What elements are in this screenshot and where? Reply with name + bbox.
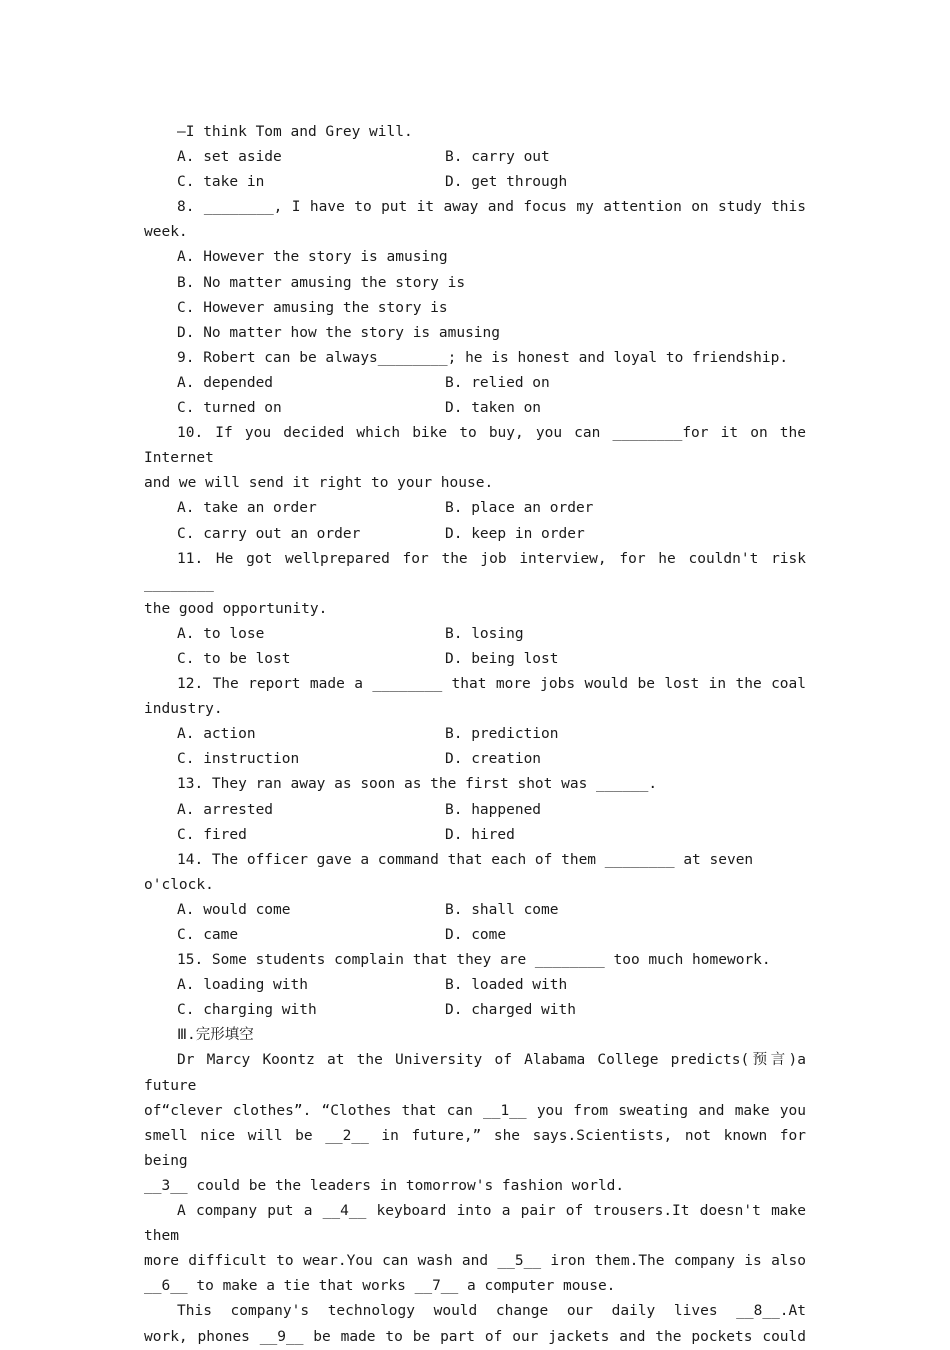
question-8: 8. ________, I have to put it away and focus my attention on study this [177,199,806,216]
option-d: D. keep in order [445,525,585,542]
option-b: B. place an order [445,500,594,517]
options-row [144,798,806,823]
option-d: D. come [445,927,507,943]
option-d: D. taken on [445,400,542,417]
options-row [144,973,806,998]
option-d: D. creation [445,751,542,768]
option-b: B. carry out [445,149,550,166]
options-row [144,170,806,195]
options-row [144,647,806,672]
passage-line: __6__ to make a tie that works __7__ a computer mouse. [144,1278,616,1295]
option-a: A. arrested [177,801,274,818]
option-b: B. loaded with [445,977,568,994]
options-row [144,722,806,747]
option-d: D. get through [445,174,568,191]
option-a: A. action [177,726,256,743]
option-a: A. take an order [177,500,317,517]
option-a: A. However the story is amusing [177,249,448,266]
option-d: D. being lost [445,650,559,667]
option-c: C. fired [177,826,247,843]
option-a: A. depended [177,374,274,391]
option-c: C. carry out an order [177,525,361,542]
question-11-cont: the good opportunity. [144,600,328,617]
options-row [144,747,806,772]
option-d: D. charged with [445,1002,576,1019]
passage-line: Dr Marcy Koontz at the University of Alabama College predicts(预言)a future [144,1052,815,1094]
options-row [144,998,806,1023]
question-10: 10. If you decided which bike to buy, you can ________for it on the Internet [144,425,815,467]
option-c: C. to be lost [177,650,291,667]
question-14: 14. The officer gave a command that each of them ________ at seven o'clock. [144,851,762,893]
options-row [144,923,806,948]
document-page [144,120,815,1350]
passage-line: more difficult to wear.You can wash and __5__ iron them.The company is also [144,1253,806,1270]
option-b: B. No matter amusing the story is [177,274,466,291]
question-12-cont: industry. [144,701,223,718]
section-title: Ⅲ.完形填空 [177,1027,254,1044]
option-a: A. loading with [177,977,308,994]
option-b: B. shall come [445,901,559,918]
question-9: 9. Robert can be always________; he is honest and loyal to friendship. [177,349,789,366]
passage-line: of“clever clothes”. “Clothes that can __1__ you from sweating and make you [144,1102,806,1119]
option-c: C. charging with [177,1002,317,1019]
options-row [144,396,806,421]
option-d: D. hired [445,826,515,843]
options-row [144,371,806,396]
options-row [144,823,806,848]
question-12: 12. The report made a ________ that more jobs would be lost in the coal [177,676,806,693]
option-c: C. instruction [177,751,300,768]
option-d: D. No matter how the story is amusing [177,324,501,341]
option-a: A. set aside [177,149,282,166]
question-11: 11. He got wellprepared for the job interview, for he couldn't risk ________ [144,550,815,592]
dialogue-line: —I think Tom and Grey will. [177,124,413,140]
option-a: A. to lose [177,625,265,642]
option-b: B. relied on [445,374,550,391]
option-b: B. losing [445,625,524,642]
question-15: 15. Some students complain that they are ________ too much homework. [177,952,771,969]
options-row [144,496,806,521]
passage-line: __3__ could be the leaders in tomorrow's fashion world. [144,1177,625,1194]
option-b: B. prediction [445,726,559,743]
option-c: C. turned on [177,400,282,417]
option-a: A. would come [177,901,291,918]
options-row [144,522,806,547]
option-c: C. came [177,927,239,943]
question-10-cont: and we will send it right to your house. [144,475,494,492]
option-c: C. However amusing the story is [177,299,448,316]
option-c: C. take in [177,174,265,191]
passage-line: A company put a __4__ keyboard into a pair of trousers.It doesn't make them [144,1203,815,1245]
options-row [144,622,806,647]
passage-line: smell nice will be __2__ in future,” she says.Scientists, not known for being [144,1127,815,1169]
passage-line: work, phones __9__ be made to be part of our jackets and the pockets could [144,1328,806,1345]
options-row [144,898,806,923]
question-8-cont: week. [144,224,188,241]
options-row [144,145,806,170]
question-13: 13. They ran away as soon as the first shot was ______. [177,776,658,793]
passage-line: This company's technology would change our daily lives __8__.At [177,1303,806,1320]
option-b: B. happened [445,801,542,818]
